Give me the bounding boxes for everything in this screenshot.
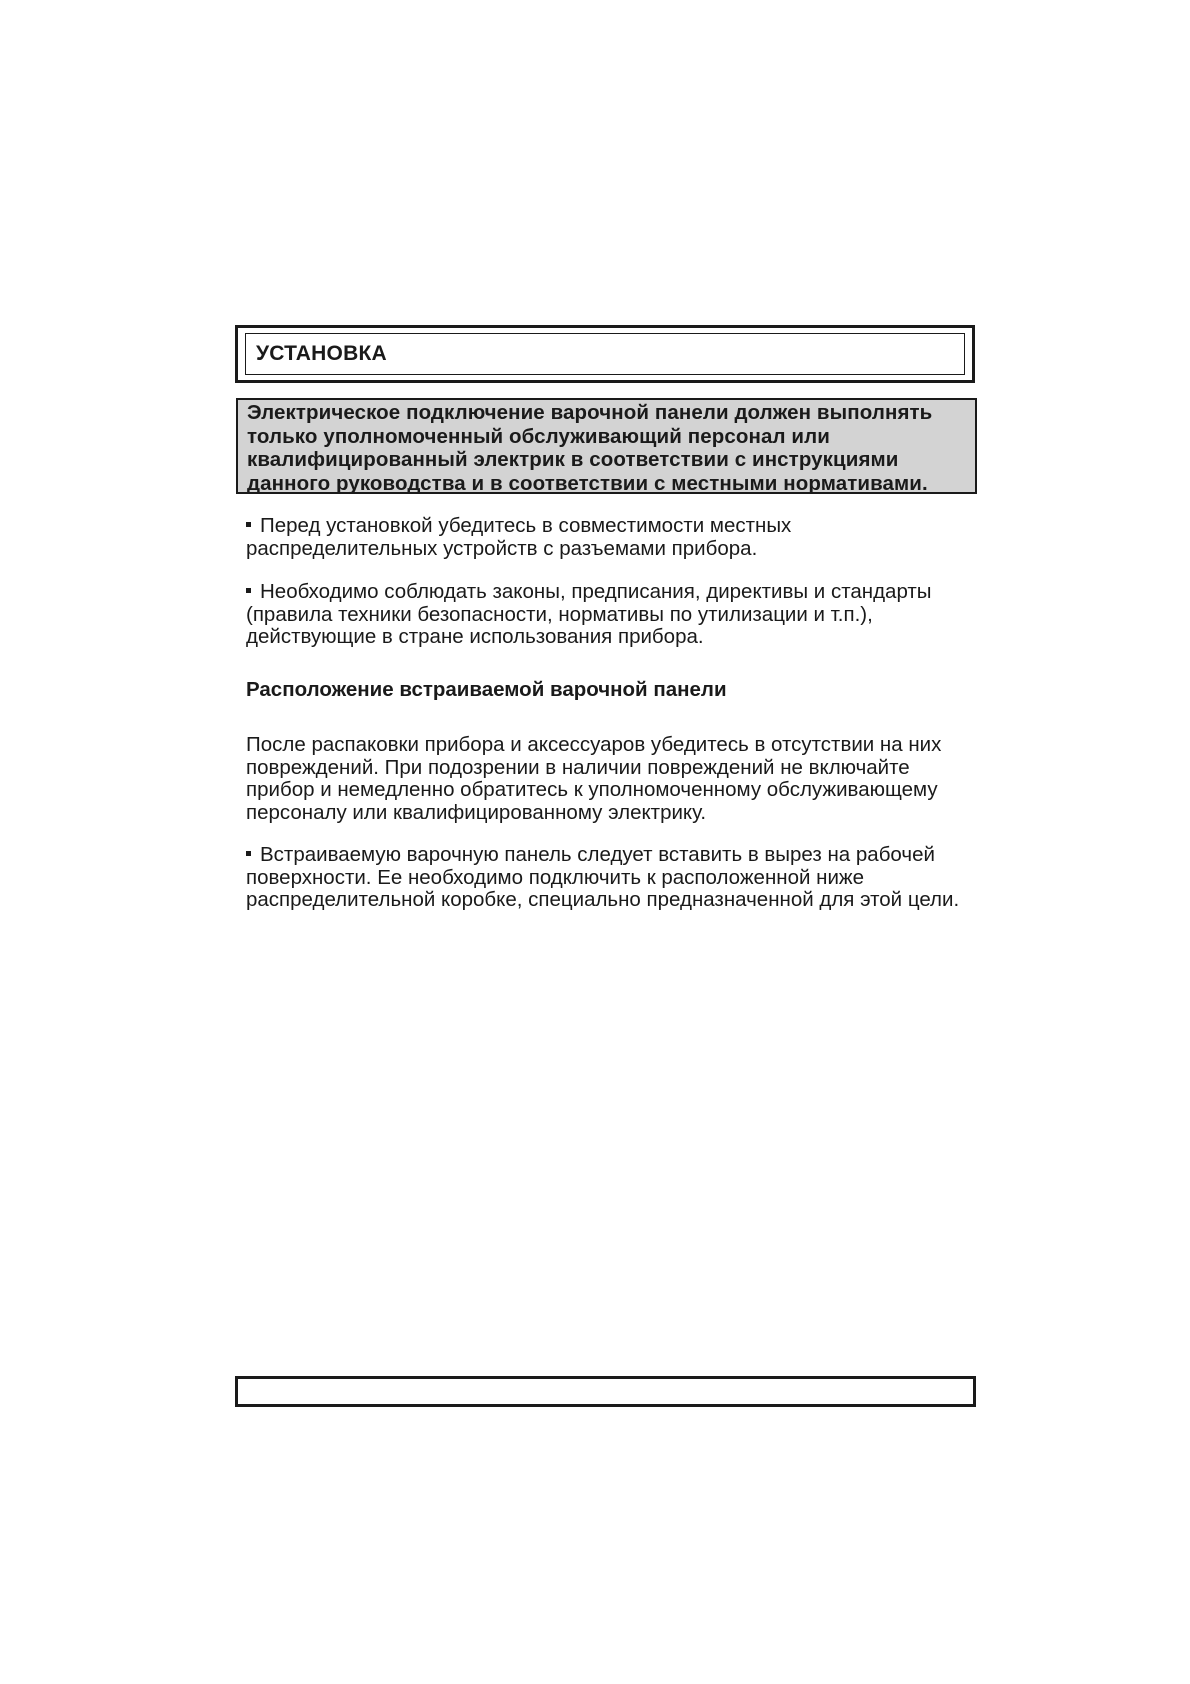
section-header-frame: [235, 325, 975, 383]
bullet-text: Встраиваемую варочную панель следует вставить в вырез на рабочей поверхности. Ее необходимо подключить к расположенной ниже распределительной коробке, специально предназначенной для этой цели.: [246, 843, 960, 911]
bullet-item: [246, 844, 976, 912]
bullet-item: [246, 515, 976, 560]
footer-frame: [235, 1376, 976, 1407]
bullet-text: Необходимо соблюдать законы, предписания, директивы и стандарты (правила техники безопасности, нормативы по утилизации и т.п.), действующие в стране использования прибора.: [246, 580, 932, 648]
bullet-icon: [246, 588, 251, 593]
bullet-icon: [246, 522, 251, 527]
bullet-icon: [246, 851, 251, 856]
bullet-item: [246, 581, 976, 649]
paragraph: После распаковки прибора и аксессуаров убедитесь в отсутствии на них повреждений. При подозрении в наличии повреждений не включайте прибор и немедленно обратитесь к уполномоченному обслуживающему персоналу или квалифицированному электрику.: [246, 733, 942, 824]
section-title: УСТАНОВКА: [245, 333, 965, 375]
bullet-text: Перед установкой убедитесь в совместимости местных распределительных устройств с разъемами прибора.: [246, 514, 792, 560]
warning-text: Электрическое подключение варочной панели должен выполнять только уполномоченный обслуживающий персонал или квалифицированный электрик в соответствии с инструкциями данного руководства и в соответствии с местными нормативами.: [247, 401, 933, 495]
subsection-heading: Расположение встраиваемой варочной панели: [246, 678, 727, 701]
warning-box: [236, 398, 977, 494]
